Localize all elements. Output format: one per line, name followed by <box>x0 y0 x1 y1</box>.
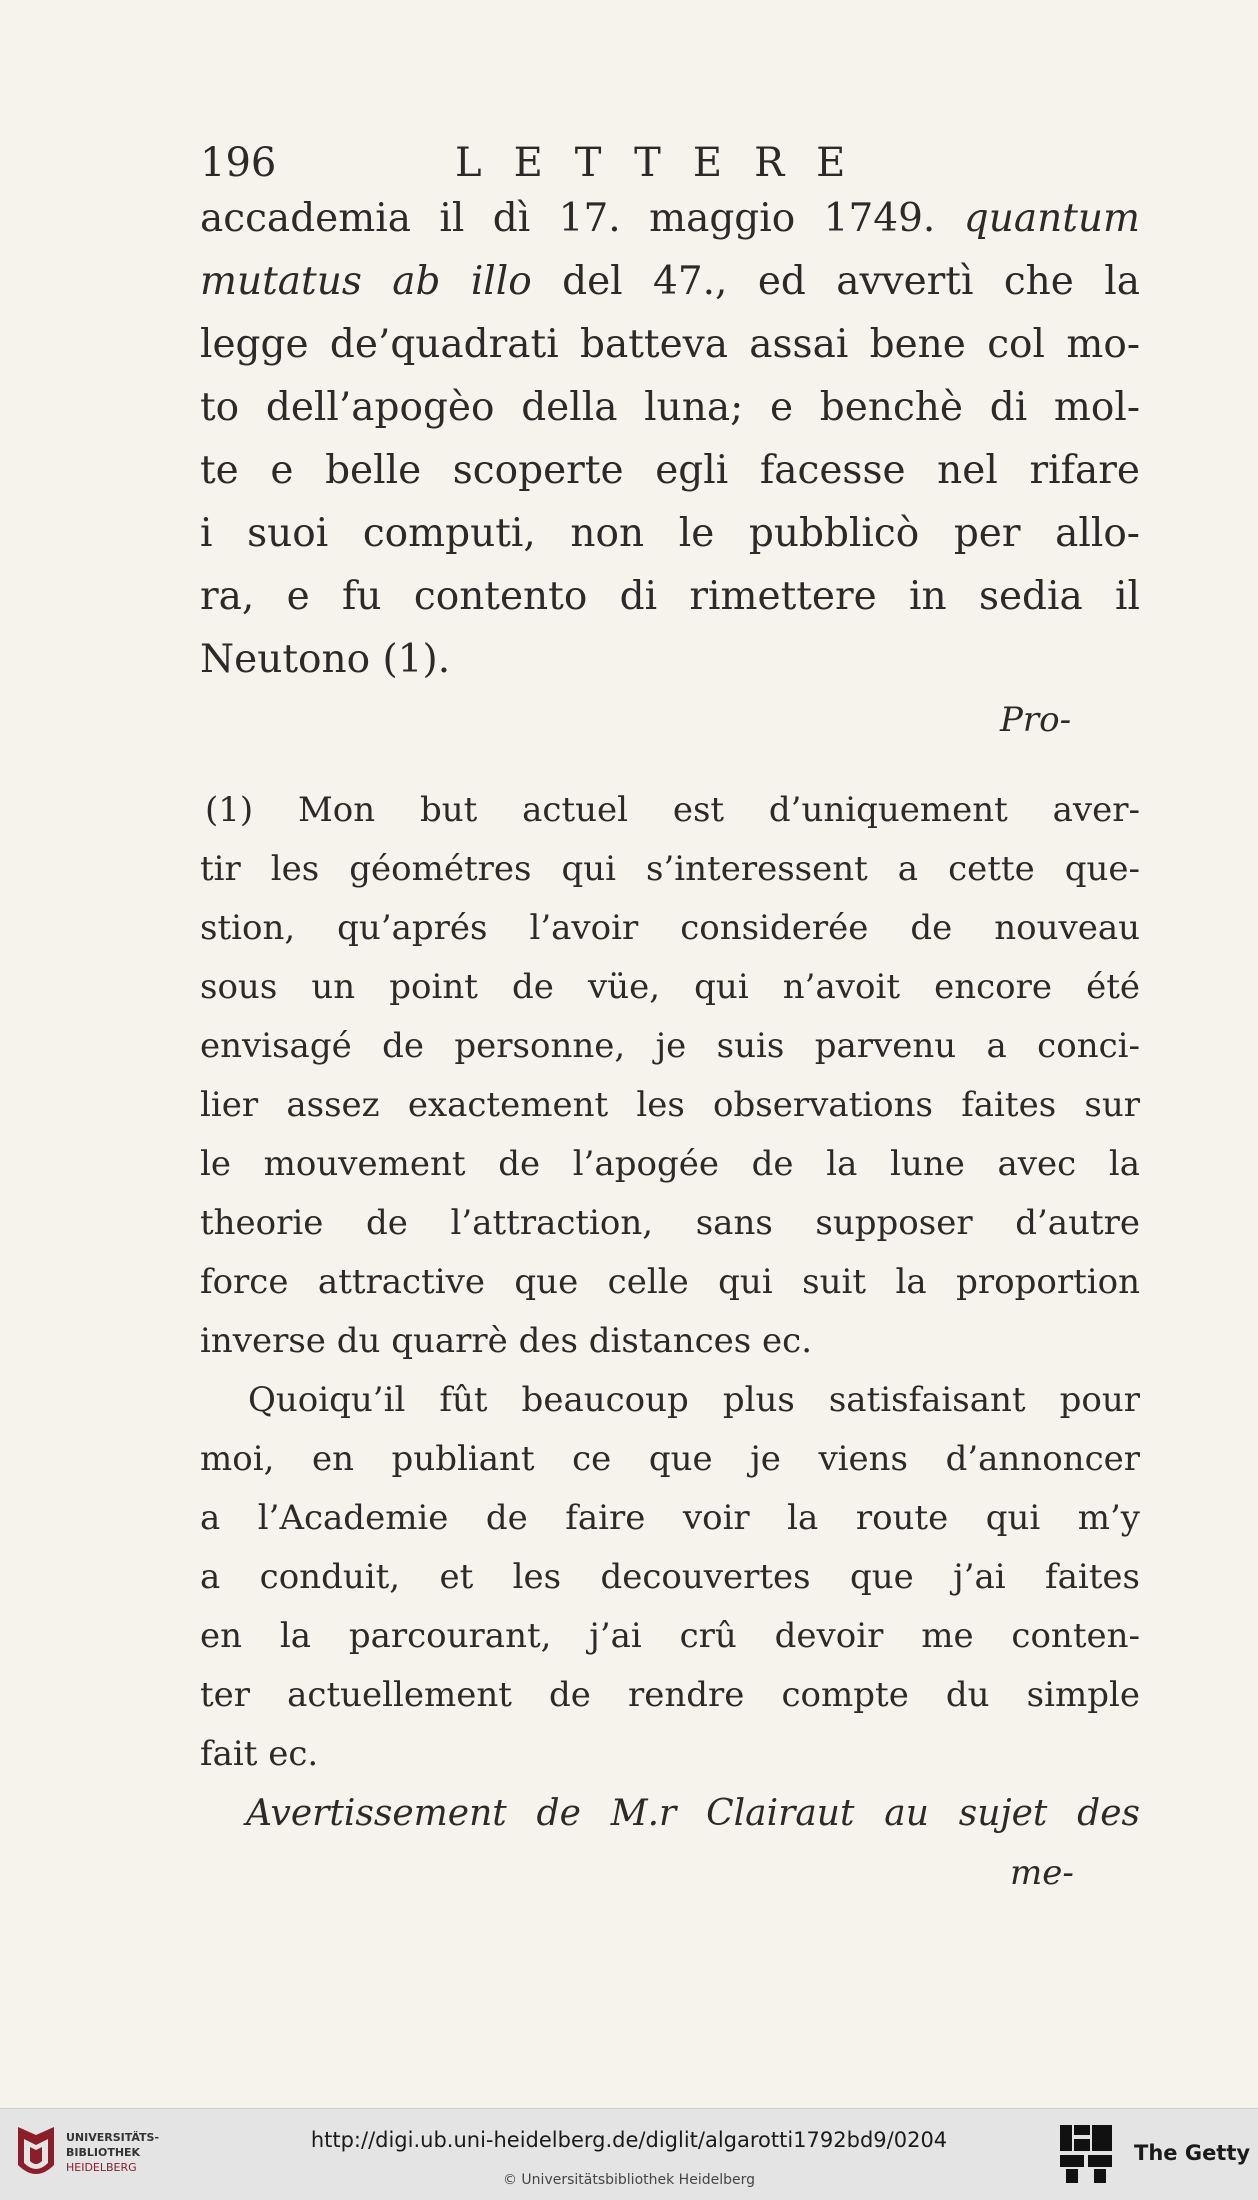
avertissement-line: Avertissement de M.r Clairaut au sujet des <box>246 1793 1140 1834</box>
page-header <box>200 138 1140 188</box>
footnote-line: envisagé de personne, je suis parvenu a conci- <box>200 1026 1140 1066</box>
footnote-line: stion, qu’aprés l’avoir considerée de nouveau <box>200 908 1140 948</box>
page-number: 196 <box>200 140 277 186</box>
text-line: to dell’apogèo della luna; e benchè di mol- <box>200 385 1140 430</box>
text-line: i suoi computi, non le pubblicò per allo- <box>200 511 1140 556</box>
text-line: Neutono (1). <box>200 637 451 682</box>
footnote-line: inverse du quarrè des distances ec. <box>200 1321 813 1361</box>
text-line: accademia il dì 17. maggio 1749. quantum <box>200 196 1140 241</box>
text-line: ra, e fu contento di rimettere in sedia il <box>200 574 1140 619</box>
footnote-line: le mouvement de l’apogée de la lune avec la <box>200 1144 1140 1184</box>
permalink-url[interactable]: http://digi.ub.uni-heidelberg.de/diglit/algarotti1792bd9/0204 <box>310 2128 948 2152</box>
footnote-line: force attractive que celle qui suit la proportion <box>200 1262 1140 1302</box>
viewer-footer <box>0 2108 1258 2200</box>
copyright-notice: © Universitätsbibliothek Heidelberg <box>502 2172 755 2188</box>
footnote-line: a l’Academie de faire voir la route qui m’y <box>200 1498 1140 1538</box>
library-name: UNIVERSITÄTS- BIBLIOTHEK HEIDELBERG <box>66 2131 160 2174</box>
footnote-line: fait ec. <box>200 1734 319 1774</box>
footnote-line: a conduit, et les decouvertes que j’ai faites <box>200 1557 1140 1597</box>
catchword: me- <box>1010 1853 1074 1893</box>
footnote-line: en la parcourant, j’ai crû devoir me conten- <box>200 1616 1140 1656</box>
text-line: mutatus ab illo del 47., ed avvertì che la <box>200 259 1140 304</box>
footnote-line: moi, en publiant ce que je viens d’annoncer <box>200 1439 1140 1479</box>
footnote-line: sous un point de vüe, qui n’avoit encore été <box>200 967 1140 1007</box>
getty-logo-icon <box>1058 2123 1114 2185</box>
footnote-line: tir les géométres qui s’interessent a cette que- <box>200 849 1140 889</box>
footnote-line: lier assez exactement les observations faites sur <box>200 1085 1140 1125</box>
footnote-line: (1) Mon but actuel est d’uniquement aver- <box>205 790 1140 830</box>
text-line: te e belle scoperte egli facesse nel rifare <box>200 448 1140 493</box>
partner-name[interactable]: The Getty <box>1134 2141 1251 2165</box>
footnote-line: theorie de l’attraction, sans supposer d’autre <box>200 1203 1140 1243</box>
text-line: legge de’quadrati batteva assai bene col mo- <box>200 322 1140 367</box>
running-title: LETTERE <box>455 140 878 186</box>
footnote-line: ter actuellement de rendre compte du simple <box>200 1675 1140 1715</box>
catchword: Pro- <box>1000 700 1072 740</box>
footnote-line: Quoiqu’il fût beaucoup plus satisfaisant pour <box>248 1380 1140 1420</box>
